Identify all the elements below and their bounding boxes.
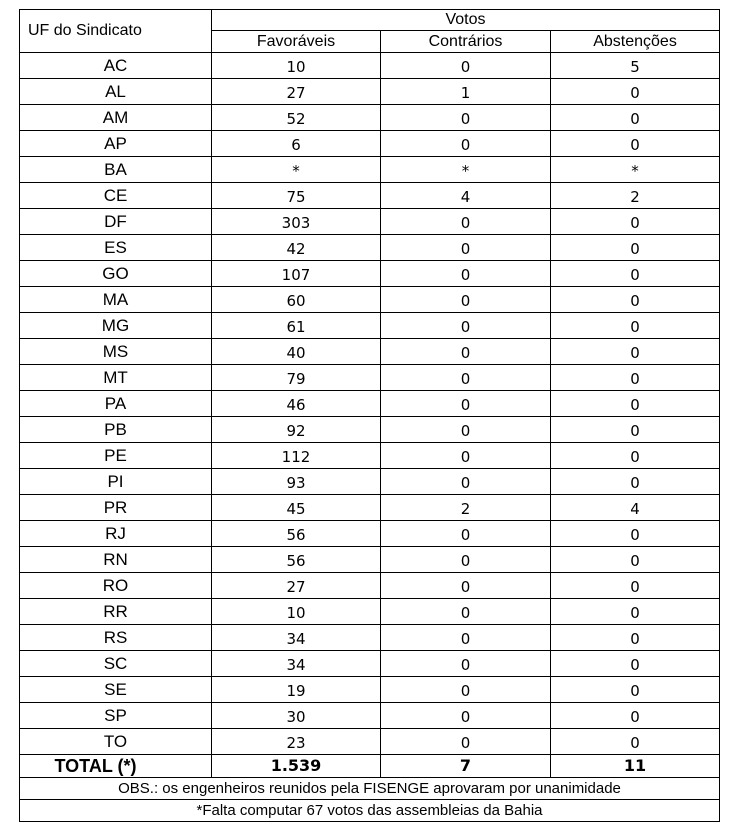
- table-row: [20, 391, 720, 417]
- table-row: [20, 313, 720, 339]
- table-row: [20, 131, 720, 157]
- favoraveis-cell: 79: [212, 365, 381, 391]
- favoraveis-cell: 52: [212, 105, 381, 131]
- total-row: [20, 755, 720, 778]
- uf-cell: RJ: [20, 521, 212, 547]
- favoraveis-cell: 30: [212, 703, 381, 729]
- favoraveis-cell: 107: [212, 261, 381, 287]
- abstencoes-cell: 4: [551, 495, 720, 521]
- contrarios-cell: *: [381, 157, 551, 183]
- uf-cell: DF: [20, 209, 212, 235]
- favoraveis-cell: 303: [212, 209, 381, 235]
- uf-cell: PE: [20, 443, 212, 469]
- favoraveis-cell: 6: [212, 131, 381, 157]
- table-row: [20, 521, 720, 547]
- table-row: [20, 469, 720, 495]
- total-abstencoes: 11: [551, 755, 720, 778]
- favoraveis-cell: *: [212, 157, 381, 183]
- favoraveis-cell: 56: [212, 521, 381, 547]
- abstencoes-cell: 0: [551, 599, 720, 625]
- abstencoes-column-header: Abstenções: [551, 31, 720, 53]
- table-row: [20, 677, 720, 703]
- total-favoraveis: 1.539: [212, 755, 381, 778]
- contrarios-cell: 2: [381, 495, 551, 521]
- uf-cell: AP: [20, 131, 212, 157]
- contrarios-cell: 0: [381, 417, 551, 443]
- contrarios-cell: 0: [381, 365, 551, 391]
- table-row: [20, 495, 720, 521]
- favoraveis-cell: 34: [212, 651, 381, 677]
- abstencoes-cell: 0: [551, 391, 720, 417]
- contrarios-cell: 4: [381, 183, 551, 209]
- contrarios-column-header: Contrários: [381, 31, 551, 53]
- favoraveis-cell: 92: [212, 417, 381, 443]
- uf-cell: BA: [20, 157, 212, 183]
- contrarios-cell: 0: [381, 625, 551, 651]
- uf-cell: MT: [20, 365, 212, 391]
- table-row: [20, 261, 720, 287]
- table-row: [20, 209, 720, 235]
- total-label: TOTAL (*): [20, 755, 212, 778]
- contrarios-cell: 0: [381, 287, 551, 313]
- table-row: [20, 443, 720, 469]
- favoraveis-cell: 56: [212, 547, 381, 573]
- contrarios-cell: 0: [381, 261, 551, 287]
- abstencoes-cell: 0: [551, 105, 720, 131]
- contrarios-cell: 0: [381, 443, 551, 469]
- header-row-top: [20, 10, 720, 31]
- uf-cell: CE: [20, 183, 212, 209]
- obs-row: [20, 778, 720, 800]
- votes-group-header: Votos: [212, 10, 720, 31]
- abstencoes-cell: 0: [551, 417, 720, 443]
- uf-cell: SC: [20, 651, 212, 677]
- favoraveis-cell: 10: [212, 599, 381, 625]
- favoraveis-cell: 60: [212, 287, 381, 313]
- favoraveis-cell: 61: [212, 313, 381, 339]
- contrarios-cell: 0: [381, 599, 551, 625]
- abstencoes-cell: 0: [551, 521, 720, 547]
- votes-table: [19, 9, 720, 822]
- contrarios-cell: 0: [381, 651, 551, 677]
- favoraveis-cell: 23: [212, 729, 381, 755]
- abstencoes-cell: 0: [551, 235, 720, 261]
- abstencoes-cell: 0: [551, 339, 720, 365]
- uf-cell: SE: [20, 677, 212, 703]
- table-row: [20, 105, 720, 131]
- table-row: [20, 157, 720, 183]
- abstencoes-cell: 0: [551, 729, 720, 755]
- table-row: [20, 183, 720, 209]
- table-row: [20, 599, 720, 625]
- table-row: [20, 79, 720, 105]
- favoraveis-cell: 112: [212, 443, 381, 469]
- total-contrarios: 7: [381, 755, 551, 778]
- table-row: [20, 365, 720, 391]
- uf-cell: GO: [20, 261, 212, 287]
- favoraveis-cell: 34: [212, 625, 381, 651]
- abstencoes-cell: 0: [551, 651, 720, 677]
- abstencoes-cell: 0: [551, 313, 720, 339]
- uf-cell: RN: [20, 547, 212, 573]
- abstencoes-cell: 5: [551, 53, 720, 79]
- uf-cell: AC: [20, 53, 212, 79]
- contrarios-cell: 0: [381, 703, 551, 729]
- favoraveis-cell: 27: [212, 79, 381, 105]
- uf-cell: RR: [20, 599, 212, 625]
- abstencoes-cell: 0: [551, 287, 720, 313]
- favoraveis-cell: 46: [212, 391, 381, 417]
- uf-cell: MG: [20, 313, 212, 339]
- uf-cell: RS: [20, 625, 212, 651]
- uf-cell: AM: [20, 105, 212, 131]
- uf-cell: ES: [20, 235, 212, 261]
- contrarios-cell: 0: [381, 469, 551, 495]
- favoraveis-column-header: Favoráveis: [212, 31, 381, 53]
- uf-cell: PI: [20, 469, 212, 495]
- uf-cell: MS: [20, 339, 212, 365]
- abstencoes-cell: 0: [551, 703, 720, 729]
- table-row: [20, 287, 720, 313]
- uf-cell: PR: [20, 495, 212, 521]
- favoraveis-cell: 10: [212, 53, 381, 79]
- table-row: [20, 547, 720, 573]
- uf-cell: RO: [20, 573, 212, 599]
- contrarios-cell: 0: [381, 521, 551, 547]
- abstencoes-cell: 0: [551, 79, 720, 105]
- favoraveis-cell: 27: [212, 573, 381, 599]
- uf-cell: AL: [20, 79, 212, 105]
- abstencoes-cell: 0: [551, 677, 720, 703]
- contrarios-cell: 0: [381, 677, 551, 703]
- contrarios-cell: 0: [381, 573, 551, 599]
- uf-cell: SP: [20, 703, 212, 729]
- footnote: *Falta computar 67 votos das assembleias da Bahia: [20, 800, 720, 822]
- uf-column-header: UF do Sindicato: [20, 10, 212, 53]
- abstencoes-cell: 0: [551, 261, 720, 287]
- contrarios-cell: 0: [381, 105, 551, 131]
- abstencoes-cell: 0: [551, 469, 720, 495]
- contrarios-cell: 0: [381, 547, 551, 573]
- contrarios-cell: 1: [381, 79, 551, 105]
- table-row: [20, 53, 720, 79]
- table-row: [20, 235, 720, 261]
- table-row: [20, 651, 720, 677]
- table-row: [20, 339, 720, 365]
- contrarios-cell: 0: [381, 313, 551, 339]
- abstencoes-cell: *: [551, 157, 720, 183]
- contrarios-cell: 0: [381, 131, 551, 157]
- table-row: [20, 703, 720, 729]
- abstencoes-cell: 2: [551, 183, 720, 209]
- abstencoes-cell: 0: [551, 365, 720, 391]
- favoraveis-cell: 19: [212, 677, 381, 703]
- abstencoes-cell: 0: [551, 625, 720, 651]
- abstencoes-cell: 0: [551, 573, 720, 599]
- contrarios-cell: 0: [381, 235, 551, 261]
- favoraveis-cell: 42: [212, 235, 381, 261]
- favoraveis-cell: 40: [212, 339, 381, 365]
- favoraveis-cell: 45: [212, 495, 381, 521]
- table-row: [20, 573, 720, 599]
- table-row: [20, 729, 720, 755]
- table-row: [20, 625, 720, 651]
- favoraveis-cell: 93: [212, 469, 381, 495]
- abstencoes-cell: 0: [551, 443, 720, 469]
- contrarios-cell: 0: [381, 729, 551, 755]
- abstencoes-cell: 0: [551, 547, 720, 573]
- uf-cell: PA: [20, 391, 212, 417]
- abstencoes-cell: 0: [551, 131, 720, 157]
- footnote-row: [20, 800, 720, 822]
- obs-note: OBS.: os engenheiros reunidos pela FISENGE aprovaram por unanimidade: [20, 778, 720, 800]
- uf-cell: MA: [20, 287, 212, 313]
- table-row: [20, 417, 720, 443]
- contrarios-cell: 0: [381, 53, 551, 79]
- uf-cell: TO: [20, 729, 212, 755]
- contrarios-cell: 0: [381, 339, 551, 365]
- uf-cell: PB: [20, 417, 212, 443]
- favoraveis-cell: 75: [212, 183, 381, 209]
- contrarios-cell: 0: [381, 391, 551, 417]
- abstencoes-cell: 0: [551, 209, 720, 235]
- contrarios-cell: 0: [381, 209, 551, 235]
